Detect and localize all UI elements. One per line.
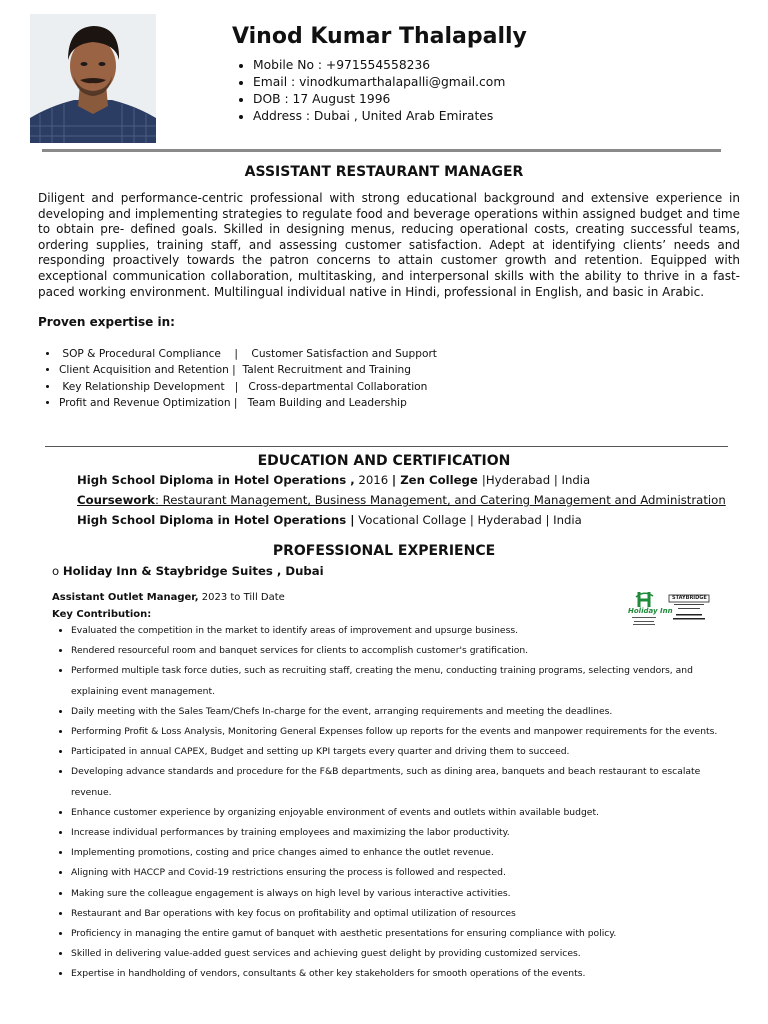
expertise-list <box>47 346 437 411</box>
education-coursework <box>77 493 726 507</box>
duty-item: • Proficiency in managing the entire gamut of banquet with aesthetic presentations for ensuring compliance with policy. <box>71 924 731 944</box>
coursework-label: Coursework <box>77 493 155 507</box>
duty-item: • Performing Profit & Loss Analysis, Monitoring General Expenses follow up reports for the events and manpower requirements for the events. <box>71 722 731 742</box>
education-title: EDUCATION AND CERTIFICATION <box>257 453 511 469</box>
contact-address: • Address : Dubai , United Arab Emirates <box>253 108 505 125</box>
duty-item: • Developing advance standards and procedure for the F&B departments, such as dining area, banquets and beach restaurant to escalate revenue. <box>71 762 731 802</box>
expertise-item: • SOP & Procedural Compliance | Customer Satisfaction and Support <box>59 346 437 362</box>
education-year: 2016 <box>354 473 392 487</box>
duty-item: • Making sure the colleague engagement is always on high level by various interactive activities. <box>71 884 731 904</box>
coursework-text: : Restaurant Management, Business Management, and Catering Management and Administration <box>154 493 726 507</box>
role-line <box>52 592 285 603</box>
education-location: |Hyderabad | India <box>481 473 591 487</box>
company-line <box>52 564 324 578</box>
education-entry-2 <box>77 513 582 527</box>
education-entry-1 <box>77 473 590 487</box>
company-name: Holiday Inn & Staybridge Suites , Dubai <box>62 564 324 578</box>
candidate-name: Vinod Kumar Thalapally <box>232 24 527 49</box>
duty-item: • Performed multiple task force duties, such as recruiting staff, creating the menu, conducting training programs, selecting vendors, and explaining event management. <box>71 661 731 701</box>
key-contribution-title: Key Contribution: <box>52 609 152 620</box>
contact-email[interactable]: • Email : vinodkumarthalapalli@gmail.com <box>253 74 505 91</box>
duty-item: • Expertise in handholding of vendors, consultants & other key stakeholders for smooth operations of the events. <box>71 964 731 984</box>
duty-item: • Implementing promotions, costing and price changes aimed to enhance the outlet revenue. <box>71 843 731 863</box>
duty-item: • Skilled in delivering value-added guest services and achieving guest delight by providing customized services. <box>71 944 731 964</box>
contact-list <box>236 57 505 125</box>
duty-item: • Restaurant and Bar operations with key focus on profitability and optimal utilization of resources <box>71 904 731 924</box>
objective-title: ASSISTANT RESTAURANT MANAGER <box>244 164 524 180</box>
duty-item: • Evaluated the competition in the market to identify areas of improvement and upsurge business. <box>71 621 731 641</box>
role-period: 2023 to Till Date <box>198 592 285 603</box>
duty-item: • Daily meeting with the Sales Team/Chefs In-charge for the event, arranging requirements and meeting the deadlines. <box>71 702 731 722</box>
profile-photo <box>30 14 156 143</box>
duty-item: • Increase individual performances by training employees and maximizing the labor productivity. <box>71 823 731 843</box>
duty-item: • Aligning with HACCP and Covid-19 restrictions ensuring the process is followed and respected. <box>71 863 731 883</box>
education-separator: | <box>391 473 397 487</box>
duty-item: • Rendered resourceful room and banquet services for clients to accomplish customer's gratification. <box>71 641 731 661</box>
key-contribution-list <box>58 621 731 985</box>
header-divider <box>42 149 721 152</box>
section-divider <box>45 446 728 447</box>
education-college: Zen College <box>396 473 482 487</box>
staybridge-logo-text: STAYBRIDGE <box>672 595 707 601</box>
contact-dob: • DOB : 17 August 1996 <box>253 91 505 108</box>
duty-item: • Participated in annual CAPEX, Budget and setting up KPI targets every quarter and driving them to succeed. <box>71 742 731 762</box>
role-title: Assistant Outlet Manager, <box>52 592 199 603</box>
expertise-title: Proven expertise in: <box>38 315 175 329</box>
education-degree: High School Diploma in Hotel Operations | <box>77 513 355 527</box>
experience-title: PROFESSIONAL EXPERIENCE <box>272 543 496 559</box>
education-institution: Vocational Collage | Hyderabad | India <box>354 513 582 527</box>
holiday-inn-logo-text: Holiday Inn <box>628 607 673 615</box>
company-marker: o <box>52 564 60 578</box>
contact-mobile: • Mobile No : +971554558236 <box>253 57 505 74</box>
expertise-item: • Client Acquisition and Retention | Talent Recruitment and Training <box>59 362 437 378</box>
expertise-item: • Key Relationship Development | Cross-departmental Collaboration <box>59 379 437 395</box>
education-degree: High School Diploma in Hotel Operations , <box>77 473 355 487</box>
professional-summary: Diligent and performance-centric professional with strong educational background and extensive experience in developing and implementing strategies to regulate food and beverage operations within assigned budget and time to obtain pre- defined goals. Skilled in designing menus, reducing operational costs, creating successful teams, ordering supplies, training staff, and assessing customer satisfaction. Adept at identifying clients’ needs and responding proactively towards the patron concerns to attain customer growth and retention. Equipped with exceptional communication collaboration, multitasking, and interpersonal skills with the ability to thrive in a fast-paced working environment. Multilingual individual native in Hindi, professional in English, and basic in Arabic. <box>38 191 740 299</box>
expertise-item: • Profit and Revenue Optimization | Team Building and Leadership <box>59 395 437 411</box>
duty-item: • Enhance customer experience by organizing enjoyable environment of events and outlets within available budget. <box>71 803 731 823</box>
